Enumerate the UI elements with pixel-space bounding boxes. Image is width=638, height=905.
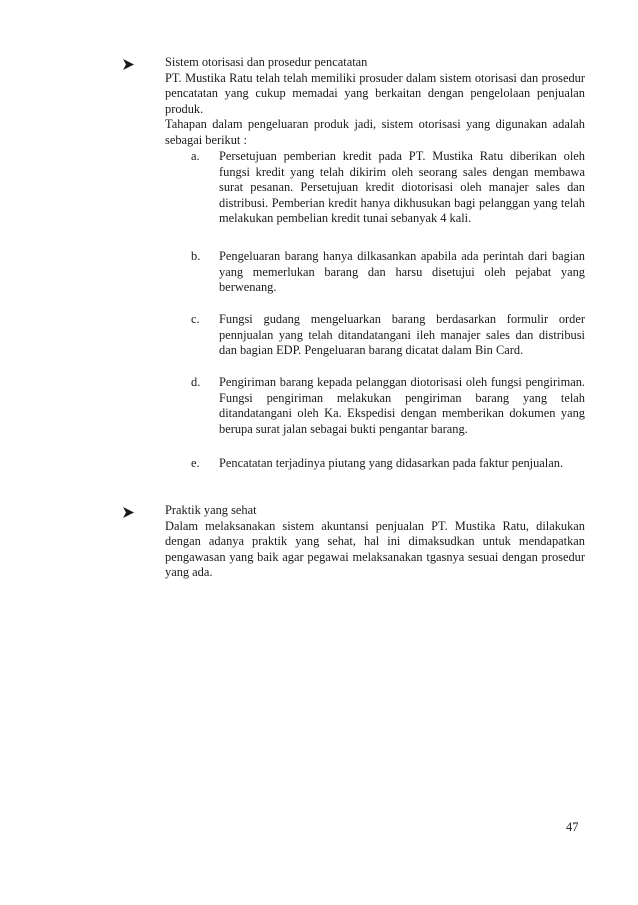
list-item-letter: b. <box>191 249 201 263</box>
list-item-text: Pencatatan terjadinya piutang yang didasarkan pada faktur penjualan. <box>219 456 564 470</box>
section-intro: PT. Mustika Ratu telah telah memiliki prosuder dalam sistem otorisasi dan prosedur pencatatan yang cukup memadai yang berkaitan dengan pengelolaan penjualan produk. <box>165 70 585 116</box>
section-body: Dalam melaksanakan sistem akuntansi penjualan PT. Mustika Ratu, dilakukan dengan adanya praktik yang sehat, hal ini dimaksudkan untuk mendapatkan pengawasan yang baik agar pegawai melaksanakan tgasnya sesuai dengan prosedur yang ada. <box>165 518 585 580</box>
list-item-letter: e. <box>191 456 200 470</box>
section-authorization-text <box>165 55 585 149</box>
arrowhead-bullet-icon <box>123 507 134 518</box>
section-healthy-practice-text <box>165 503 585 581</box>
list-item-letter: c. <box>191 312 200 326</box>
list-item-letter: d. <box>191 375 201 389</box>
list-item-text: Fungsi gudang mengeluarkan barang berdasarkan formulir order pennjualan yang telah ditandatangani ileh manajer sales dan distribusi dan bagian EDP. Pengeluaran barang dicatat dalam Bin Card. <box>219 312 585 358</box>
arrowhead-bullet-icon <box>123 59 134 70</box>
section-heading: Sistem otorisasi dan prosedur pencatatan <box>165 55 368 69</box>
section-heading: Praktik yang sehat <box>165 503 257 517</box>
list-item-text: Pengiriman barang kepada pelanggan diotorisasi oleh fungsi pengiriman. Fungsi pengiriman melakukan pengiriman barang yang telah ditandatangani oleh Ka. Ekspedisi dengan memberikan dokumen yang berupa surat jalan sebagai bukti pengantar barang. <box>219 375 585 436</box>
section-lead: Tahapan dalam pengeluaran produk jadi, sistem otorisasi yang digunakan adalah sebagai berikut : <box>165 117 585 147</box>
list-item-text: Persetujuan pemberian kredit pada PT. Mustika Ratu diberikan oleh fungsi kredit yang telah dikirim oleh seorang sales dengan membawa surat pesanan. Persetujuan kredit diotorisasi oleh manajer sales dan distribusi. Pemberian kredit hanya dikhusukan bagi pelanggan yang telah melakukan pembelian kredit tunai sebanyak 4 kali. <box>219 149 585 226</box>
page-number: 47 <box>566 820 579 834</box>
list-item-text: Pengeluaran barang hanya dilkasankan apabila ada perintah dari bagian yang memerlukan barang dan harsu disetujui oleh pejabat yang berwenang. <box>219 249 585 295</box>
list-item-letter: a. <box>191 149 200 163</box>
